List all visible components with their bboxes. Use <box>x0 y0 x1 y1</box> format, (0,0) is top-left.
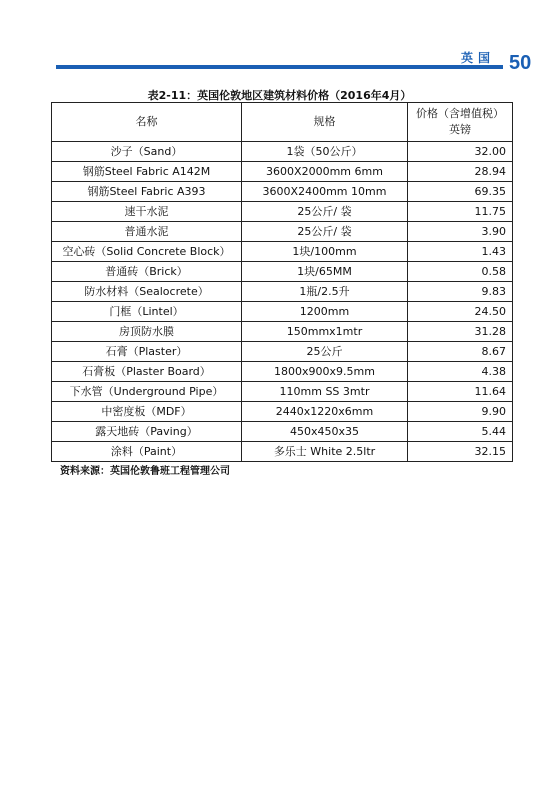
cell-price: 69.35 <box>408 182 513 202</box>
cell-name: 防水材料（Sealocrete） <box>52 282 242 302</box>
cell-spec: 1块/100mm <box>242 242 408 262</box>
cell-name: 速干水泥 <box>52 202 242 222</box>
cell-name: 钢筋Steel Fabric A142M <box>52 162 242 182</box>
cell-price: 3.90 <box>408 222 513 242</box>
table-row <box>52 162 513 182</box>
table-row <box>52 302 513 322</box>
table-row <box>52 382 513 402</box>
table-row <box>52 262 513 282</box>
table-row <box>52 322 513 342</box>
cell-spec: 1瓶/2.5升 <box>242 282 408 302</box>
table-row <box>52 402 513 422</box>
cell-name: 普通水泥 <box>52 222 242 242</box>
table-row <box>52 202 513 222</box>
cell-spec: 25公斤/ 袋 <box>242 202 408 222</box>
cell-price: 0.58 <box>408 262 513 282</box>
table-header-row <box>52 103 513 142</box>
cell-price: 28.94 <box>408 162 513 182</box>
column-header-name: 名称 <box>52 103 242 142</box>
cell-spec: 多乐士 White 2.5ltr <box>242 442 408 462</box>
cell-price: 24.50 <box>408 302 513 322</box>
source-note: 资料来源：英国伦敦鲁班工程管理公司 <box>60 466 230 477</box>
cell-price: 4.38 <box>408 362 513 382</box>
cell-name: 门框（Lintel） <box>52 302 242 322</box>
cell-spec: 1块/65MM <box>242 262 408 282</box>
cell-price: 32.00 <box>408 142 513 162</box>
cell-price: 9.83 <box>408 282 513 302</box>
cell-name: 沙子（Sand） <box>52 142 242 162</box>
cell-price: 32.15 <box>408 442 513 462</box>
cell-spec: 3600X2000mm 6mm <box>242 162 408 182</box>
cell-price: 11.64 <box>408 382 513 402</box>
cell-spec: 450x450x35 <box>242 422 408 442</box>
table-row <box>52 282 513 302</box>
cell-name: 中密度板（MDF） <box>52 402 242 422</box>
column-header-price-line2: 英镑 <box>449 123 471 136</box>
column-header-spec: 规格 <box>242 103 408 142</box>
cell-spec: 1袋（50公斤） <box>242 142 408 162</box>
cell-spec: 1800x900x9.5mm <box>242 362 408 382</box>
table-row <box>52 142 513 162</box>
cell-price: 8.67 <box>408 342 513 362</box>
cell-name: 普通砖（Brick） <box>52 262 242 282</box>
column-header-price <box>408 103 513 142</box>
table-row <box>52 362 513 382</box>
column-header-price-line1: 价格（含增值税） <box>416 107 504 120</box>
cell-price: 5.44 <box>408 422 513 442</box>
cell-name: 房顶防水膜 <box>52 322 242 342</box>
cell-price: 11.75 <box>408 202 513 222</box>
cell-price: 1.43 <box>408 242 513 262</box>
table-title: 表2-11：英国伦敦地区建筑材料价格（2016年4月） <box>147 89 412 102</box>
table-row <box>52 182 513 202</box>
cell-spec: 2440x1220x6mm <box>242 402 408 422</box>
cell-name: 钢筋Steel Fabric A393 <box>52 182 242 202</box>
cell-spec: 25公斤/ 袋 <box>242 222 408 242</box>
price-table <box>51 102 513 462</box>
cell-spec: 110mm SS 3mtr <box>242 382 408 402</box>
page-number: 50 <box>509 52 532 74</box>
cell-spec: 1200mm <box>242 302 408 322</box>
cell-name: 涂料（Paint） <box>52 442 242 462</box>
table-row <box>52 242 513 262</box>
cell-name: 下水管（Underground Pipe） <box>52 382 242 402</box>
table-row <box>52 342 513 362</box>
cell-price: 31.28 <box>408 322 513 342</box>
cell-name: 石膏板（Plaster Board） <box>52 362 242 382</box>
cell-name: 石膏（Plaster） <box>52 342 242 362</box>
header-country-label: 英国 <box>461 51 496 65</box>
cell-spec: 150mmx1mtr <box>242 322 408 342</box>
cell-price: 9.90 <box>408 402 513 422</box>
cell-name: 露天地砖（Paving） <box>52 422 242 442</box>
cell-spec: 25公斤 <box>242 342 408 362</box>
table-row <box>52 422 513 442</box>
table-row <box>52 442 513 462</box>
table-row <box>52 222 513 242</box>
cell-spec: 3600X2400mm 10mm <box>242 182 408 202</box>
header-rule <box>56 65 503 69</box>
cell-name: 空心砖（Solid Concrete Block） <box>52 242 242 262</box>
